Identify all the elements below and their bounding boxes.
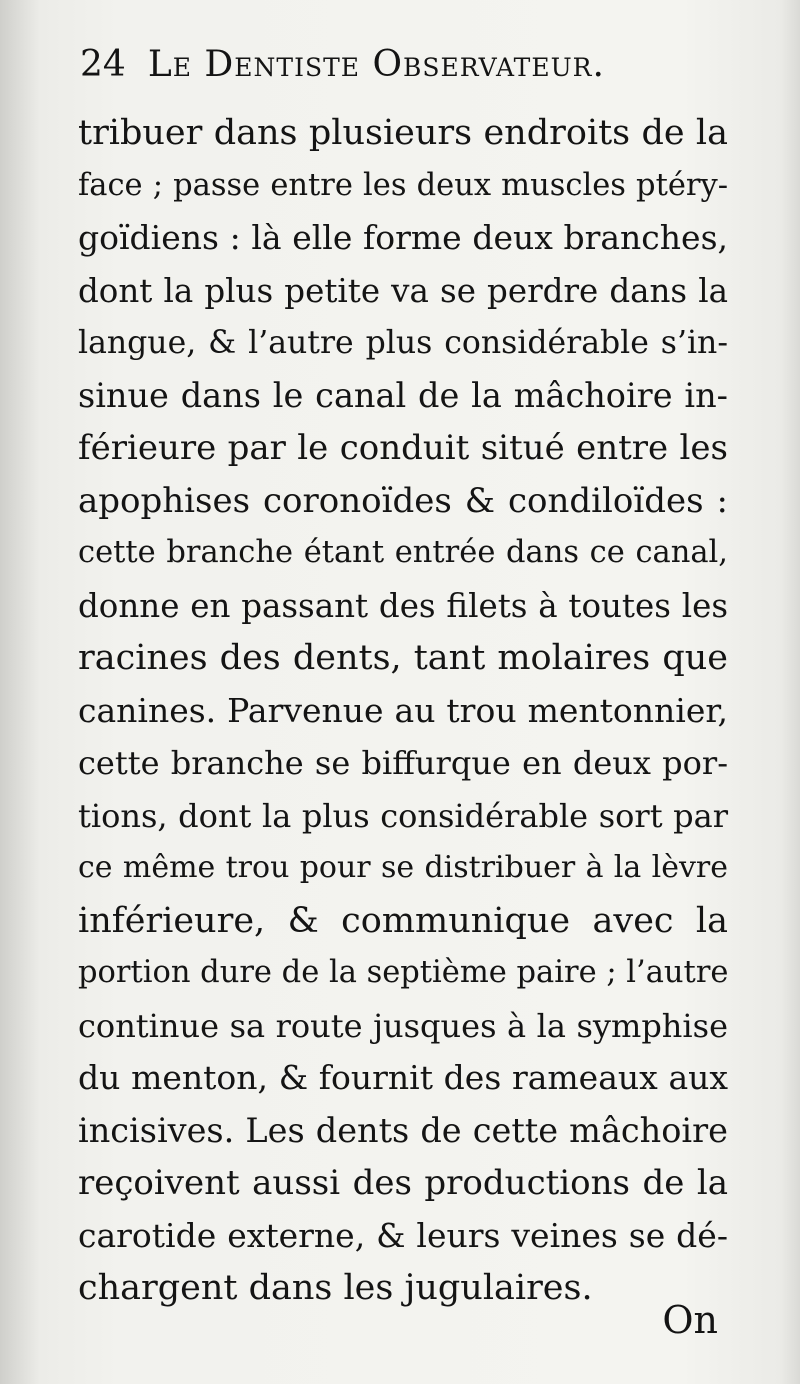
text-line: cette branche se biffurque en deux por- xyxy=(78,744,728,782)
text-line-last: chargent dans les jugulaires. xyxy=(78,1268,593,1308)
text-line: face ; passe entre les deux muscles ptéry- xyxy=(78,167,728,203)
text-line: langue, & l’autre plus considérable s’in- xyxy=(78,325,728,361)
page-number: 24 xyxy=(80,44,126,85)
page-header xyxy=(80,44,605,100)
text-line: dont la plus petite va se perdre dans la xyxy=(78,271,728,310)
body-text xyxy=(78,107,728,1315)
text-line: inférieure, & communique avec la xyxy=(78,900,728,941)
text-line: canines. Parvenue au trou mentonnier, xyxy=(78,690,728,730)
text-line: tions, dont la plus considérable sort par xyxy=(78,796,728,835)
text-line: tribuer dans plusieurs endroits de la xyxy=(78,113,728,153)
text-line: incisives. Les dents de cette mâchoire xyxy=(78,1110,728,1150)
text-line: férieure par le conduit situé entre les xyxy=(78,428,728,468)
text-line: cette branche étant entrée dans ce canal, xyxy=(78,535,728,570)
text-line: apophises coronoïdes & condiloïdes : xyxy=(78,480,728,521)
text-line: continue sa route jusques à la symphise xyxy=(78,1006,728,1045)
running-head: Le Dentiste Observateur. xyxy=(147,44,605,85)
catchword: On xyxy=(662,1298,718,1342)
text-line: racines des dents, tant molaires que xyxy=(78,638,728,678)
text-line: reçoivent aussi des productions de la xyxy=(78,1163,728,1203)
text-line: carotide externe, & leurs veines se dé- xyxy=(78,1215,728,1255)
text-line: goïdiens : là elle forme deux branches, xyxy=(78,218,728,257)
text-line: portion dure de la septième paire ; l’autre xyxy=(78,955,729,990)
text-line: sinue dans le canal de la mâchoire in- xyxy=(78,375,728,415)
text-line: donne en passant des filets à toutes les xyxy=(78,586,728,625)
text-line: du menton, & fournit des rameaux aux xyxy=(78,1058,728,1097)
text-line: ce même trou pour se distribuer à la lèvre xyxy=(78,850,728,885)
